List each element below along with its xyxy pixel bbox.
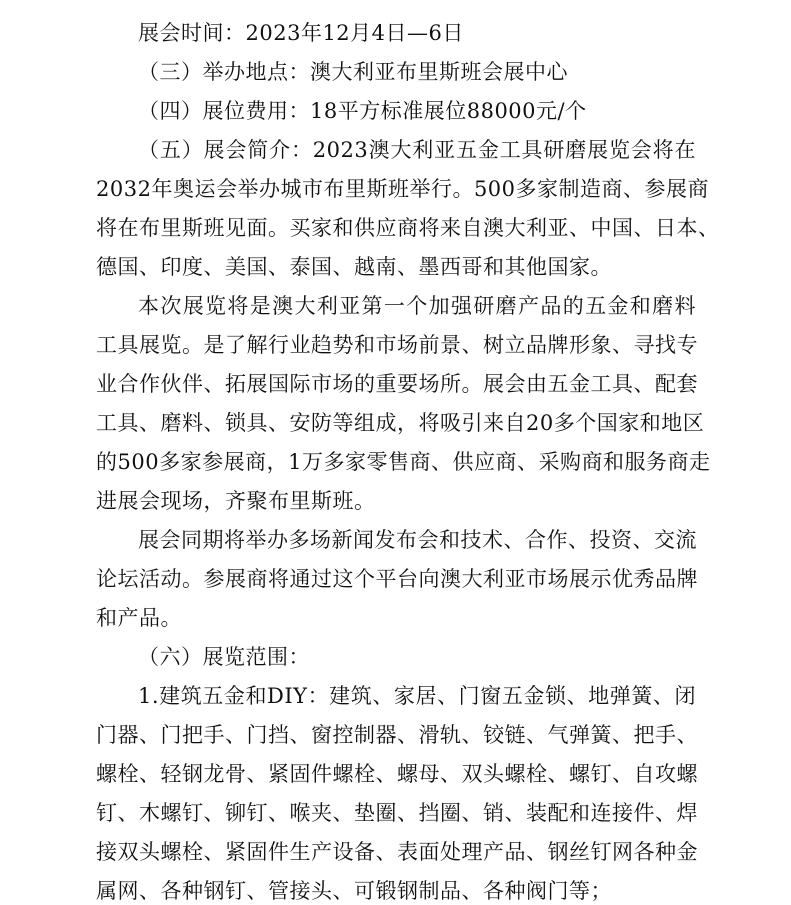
paragraph-line: 工具展览。是了解行业趋势和市场前景、树立品牌形象、寻找专 <box>96 333 698 357</box>
paragraph-line: 门器、门把手、门挡、窗控制器、滑轨、铰链、气弹簧、把手、 <box>96 723 698 747</box>
paragraph-line: 属网、各种钢钉、管接头、可锻钢制品、各种阀门等； <box>96 879 612 903</box>
section-5-intro-line-1: （五）展会简介：2023澳大利亚五金工具研磨展览会将在 <box>138 138 696 162</box>
paragraph-line: 的500多家参展商，1万多家零售商、供应商、采购商和服务商走 <box>96 450 711 474</box>
scope-item-1: 1.建筑五金和DIY：建筑、家居、门窗五金锁、地弹簧、闭 <box>138 684 696 708</box>
paragraph-line: 接双头螺栓、紧固件生产设备、表面处理产品、钢丝钉网各种金 <box>96 840 698 864</box>
section-6-scope-heading: （六）展览范围： <box>138 645 310 669</box>
paragraph-line: 进展会现场，齐聚布里斯班。 <box>96 489 376 513</box>
paragraph-line: 螺栓、轻钢龙骨、紧固件螺栓、螺母、双头螺栓、螺钉、自攻螺 <box>96 762 698 786</box>
paragraph-line: 将在布里斯班见面。买家和供应商将来自澳大利亚、中国、日本、 <box>96 216 720 240</box>
paragraph-line: 和产品。 <box>96 606 182 630</box>
paragraph-line: 2032年奥运会举办城市布里斯班举行。500多家制造商、参展商 <box>96 177 710 201</box>
paragraph-line: 展会同期将举办多场新闻发布会和技术、合作、投资、交流 <box>138 528 697 552</box>
exhibition-time: 展会时间：2023年12月4日—6日 <box>138 21 464 45</box>
paragraph-line: 本次展览将是澳大利亚第一个加强研磨产品的五金和磨料 <box>138 294 696 318</box>
paragraph-line: 钉、木螺钉、铆钉、喉夹、垫圈、挡圈、销、装配和连接件、焊 <box>96 801 698 825</box>
paragraph-line: 工具、磨料、锁具、安防等组成，将吸引来自20多个国家和地区 <box>96 411 705 435</box>
paragraph-line: 德国、印度、美国、泰国、越南、墨西哥和其他国家。 <box>96 255 612 279</box>
paragraph-line: 业合作伙伴、拓展国际市场的重要场所。展会由五金工具、配套 <box>96 372 698 396</box>
section-3-venue: （三）举办地点：澳大利亚布里斯班会展中心 <box>138 60 568 84</box>
section-4-booth-fee: （四）展位费用：18平方标准展位88000元/个 <box>138 99 587 123</box>
paragraph-line: 论坛活动。参展商将通过这个平台向澳大利亚市场展示优秀品牌 <box>96 567 698 591</box>
